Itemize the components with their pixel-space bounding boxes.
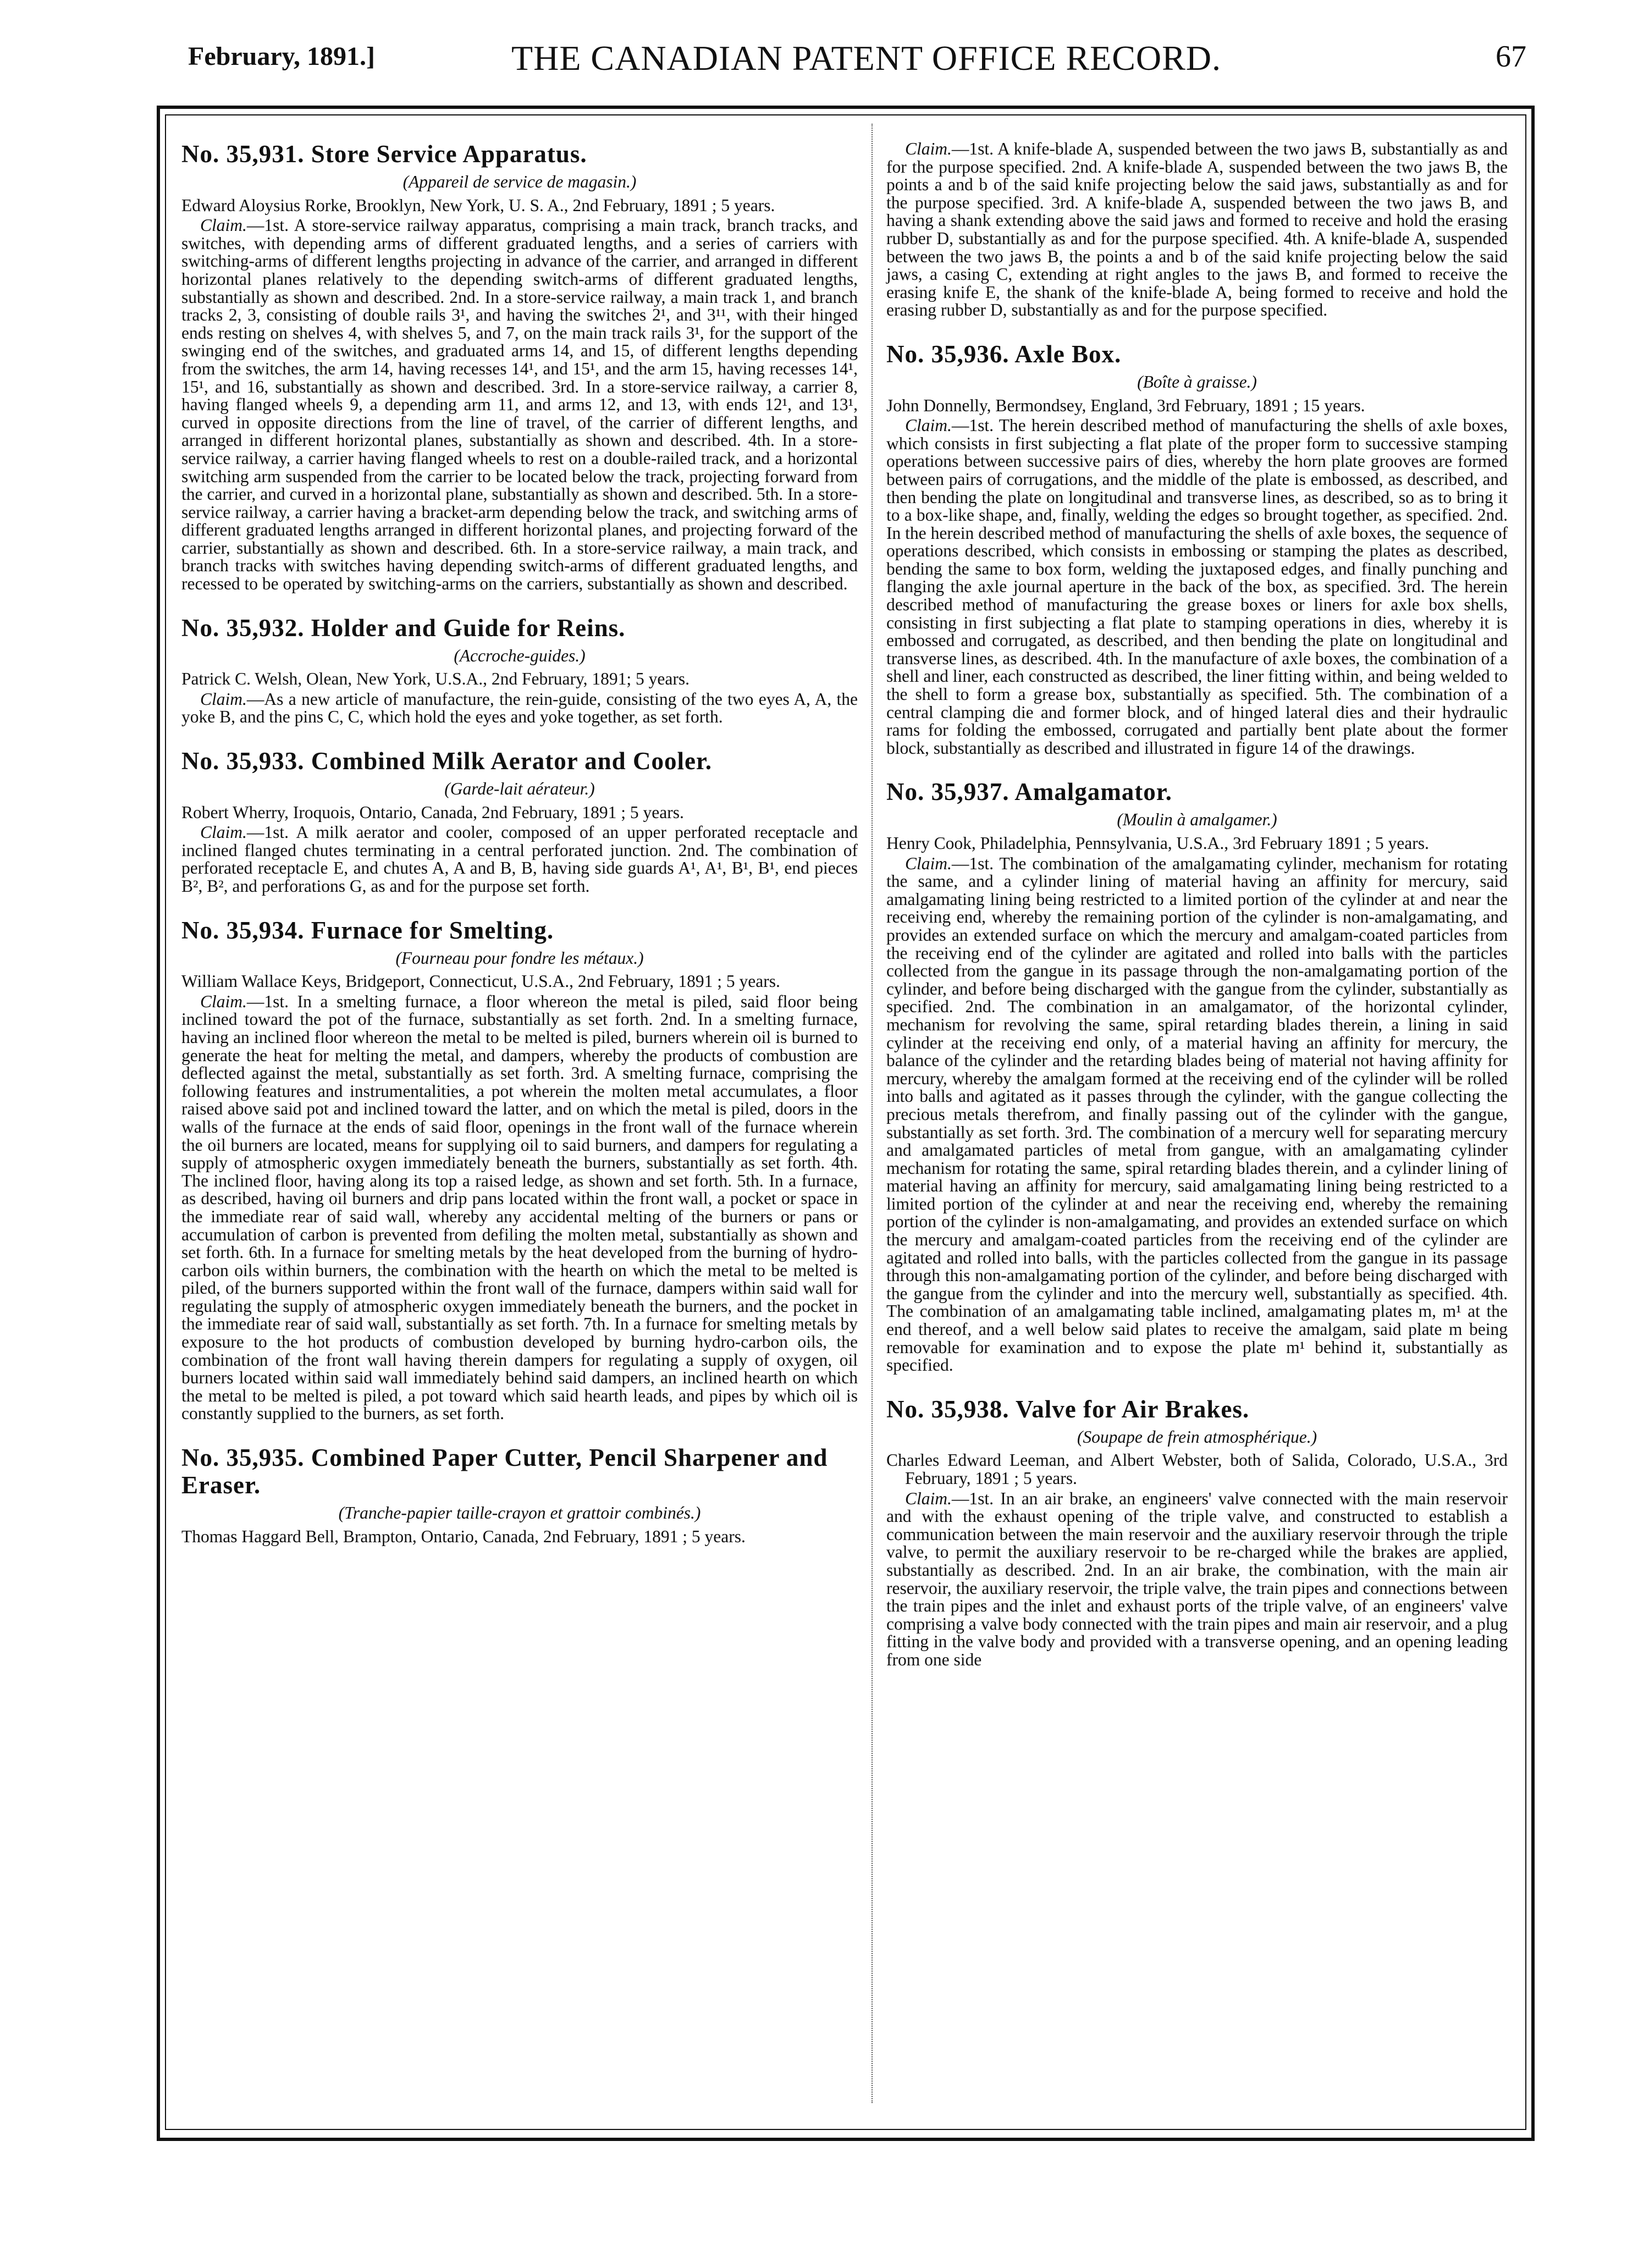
patent-french-title: (Accroche-guides.) xyxy=(454,645,586,665)
patent-heading xyxy=(886,1395,1508,1423)
patent-number: No. 35,935. xyxy=(181,1444,305,1472)
patent-title: Amalgamator. xyxy=(1014,778,1172,806)
patent-claim xyxy=(886,140,1508,319)
patent-number: No. 35,937. xyxy=(886,778,1010,806)
patent-entry xyxy=(181,140,858,593)
claim-label: Claim. xyxy=(200,823,247,842)
patent-french-title: (Moulin à amalgamer.) xyxy=(1117,810,1277,830)
patent-claim xyxy=(181,824,858,895)
patent-inventor: Thomas Haggard Bell, Brampton, Ontario, Canada, 2nd February, 1891 ; 5 years. xyxy=(181,1526,746,1546)
patent-title: Furnace for Smelting. xyxy=(311,916,554,944)
patent-claim xyxy=(181,217,858,593)
patent-inventor: Edward Aloysius Rorke, Brooklyn, New York, U. S. A., 2nd February, 1891 ; 5 years. xyxy=(181,195,775,215)
patent-number: No. 35,933. xyxy=(181,747,305,775)
page-header xyxy=(0,38,1638,85)
patent-title: Combined Milk Aerator and Cooler. xyxy=(311,747,713,775)
claim-label: Claim. xyxy=(200,991,247,1011)
patent-heading xyxy=(181,140,858,168)
patent-heading xyxy=(181,1444,858,1499)
patent-title: Holder and Guide for Reins. xyxy=(311,614,626,642)
patent-heading xyxy=(181,917,858,944)
patent-entry xyxy=(181,917,858,1423)
patent-claim xyxy=(181,993,858,1423)
patent-number: No. 35,936. xyxy=(886,340,1010,368)
claim-text: —1st. A milk aerator and cooler, composed of an upper perforated receptacle and inclined flanged chutes terminating in a central perforated junction. 2nd. The combination of perforated receptacle E, and chutes A, A and B, B, having side guards A¹, A¹, B¹, B¹, end pieces B², B², and perforations G, as and for the purpose set forth. xyxy=(181,823,858,896)
claim-label: Claim. xyxy=(905,139,952,158)
header-title: THE CANADIAN PATENT OFFICE RECORD. xyxy=(511,38,1221,78)
patent-claim xyxy=(886,855,1508,1375)
claim-text: —1st. In a smelting furnace, a floor whereon the metal is piled, said floor being inclined toward the pot of the furnace, substantially as set forth. 2nd. In a smelting furnace, having an inclined floor whereon the metal to be melted is piled, burners wherein oil is burned to generate the heat for melting the metal, and dampers, whereby the products of combustion are deflected against the metal, substantially as set forth. 3rd. A smelting furnace, comprising the following features and instrumentalities, a pot wherein the molten metal accumulates, a floor raised above said pot and inclined toward the latter, and on which the metal is piled, doors in the walls of the furnace at the ends of said floor, openings in the front wall of the furnace wherein the oil burners are located, means for supplying oil to said burners, and dampers for regulating a supply of atmospheric oxygen immediately beneath the burners, substantially as set forth. 4th. The inclined floor, having along its top a raised ledge, as shown and set forth. 5th. In a furnace, as described, having oil burners and drip pans located within the front wall, a pocket or space in the immediate rear of said wall, whereby any accidental melting of the burners or pans or accumulation of carbon is prevented from defiling the molten metal, substantially as shown and set forth. 6th. In a furnace for smelting metals by the heat developed from the burning of hydro-carbon oils within burners, the combination with the hearth on which the metal to be melted is piled, of the burners supported within the front wall of the furnace, dampers within said wall for regulating the supply of atmospheric oxygen immediately beneath the burners, and the pocket in the immediate rear of said wall, substantially as set forth. 7th. In a furnace for smelting metals by exposure to the hot products of combustion developed by burning hydro-carbon oils, the combination of the front wall having therein dampers for regulating a supply of oxygen, oil burners located within said wall immediately behind said dampers, an inclined hearth on which the metal to be melted is piled, a pot toward which said hearth leads, and pipes by which oil is constantly supplied to the burners, as set forth. xyxy=(181,991,858,1423)
patent-title: Store Service Apparatus. xyxy=(311,140,587,168)
patent-inventor: Patrick C. Welsh, Olean, New York, U.S.A., 2nd February, 1891; 5 years. xyxy=(181,669,690,689)
column-divider xyxy=(872,124,873,2103)
patent-french-title: (Fourneau pour fondre les métaux.) xyxy=(395,948,644,968)
patent-inventor: Henry Cook, Philadelphia, Pennsylvania, U.S.A., 3rd February 1891 ; 5 years. xyxy=(886,834,1429,853)
patent-claim xyxy=(181,691,858,726)
patent-entry xyxy=(181,1444,858,1546)
patent-entry xyxy=(886,340,1508,757)
patent-entry xyxy=(886,140,1508,319)
patent-inventor: William Wallace Keys, Bridgeport, Connecticut, U.S.A., 2nd February, 1891 ; 5 years. xyxy=(181,972,780,991)
patent-heading xyxy=(181,747,858,775)
claim-label: Claim. xyxy=(905,853,952,873)
claim-text: —1st. A knife-blade A, suspended between the two jaws B, substantially as and for the purpose specified. 2nd. A knife-blade A, suspended between the two jaws B, the points a and b of the said knife projecting below the said jaws, substantially as and for the purpose specified. 3rd. A knife-blade A, suspended between the two jaws B, and having a shank extending above the said jaws and formed to receive and hold the erasing rubber D, substantially as and for the purpose specified. 4th. A knife-blade A, suspended between the two jaws B, the points a and b of the said knife projecting below the said jaws, a casing C, extending at right angles to the jaws B, and formed to receive the erasing knife E, the shank of the knife-blade A, being formed to receive and hold the erasing rubber D, substantially as and for the purpose specified. xyxy=(886,139,1508,320)
claim-label: Claim. xyxy=(200,689,247,709)
claim-label: Claim. xyxy=(905,416,952,435)
patent-inventor: Charles Edward Leeman, and Albert Webster, both of Salida, Colorado, U.S.A., 3rd February, 1891 ; 5 years. xyxy=(886,1450,1508,1488)
patent-claim xyxy=(886,417,1508,757)
claim-text: —1st. In an air brake, an engineers' valve connected with the main reservoir and with the exhaust opening of the triple valve, and constructed to establish a communication between the main reservoir and the auxiliary reservoir through the triple valve, to permit the auxiliary reservoir to be re-charged while the brakes are applied, substantially as described. 2nd. In an air brake, the combination, with the main air reservoir, the auxiliary reservoir, the triple valve, the train pipes and connections between the train pipes and the inlet and exhaust ports of the triple valve, of an engineers' valve comprising a valve body connected with the train pipes and main air reservoir, and a plug fitting in the valve body and provided with a transverse opening, and an opening leading from one side xyxy=(886,1488,1508,1669)
patent-number: No. 35,934. xyxy=(181,916,305,944)
page-number: 67 xyxy=(1496,40,1526,74)
patent-heading xyxy=(886,778,1508,805)
claim-text: —1st. The combination of the amalgamating cylinder, mechanism for rotating the same, and a cylinder lining of material having an affinity for mercury, said amalgamating lining being restricted to a limited portion of the cylinder at and near the receiving end, whereby the remaining portion of the cylinder is non-amalgamating, and provides an extended surface on which the mercury and amalgam-coated particles from the receiving end of the cylinder are agitated and rolled into balls with the particles collected from the gangue in its passage through the non-amalgamating portion of the cylinder, and before being discharged with the gangue from the cylinder, substantially as specified. 2nd. The combination in an amalgamator, of the horizontal cylinder, mechanism for revolving the same, spiral retarding blades therein, a lining in said cylinder at the receiving end only, of a material having an affinity for mercury, the balance of the cylinder and the retarding blades being of material not having affinity for mercury, whereby the amalgam formed at the receiving end of the cylinder will be rolled into balls and agitated as it passes through the cylinder, with the gangue collecting the precious metals therefrom, and finally passing out of the cylinder with the gangue, substantially as set forth. 3rd. The combination of a mercury well for separating mercury and amalgamated particles of metal from gangue, with an amalgamating cylinder mechanism for rotating the same, spiral retarding blades therein, and a cylinder lining of material having an affinity for mercury, said amalgamating lining being restricted to a limited portion of the cylinder at and near the receiving end, whereby the remaining portion of the cylinder is non-amalgamating, and provides an extended surface on which the mercury and amalgam-coated particles from the receiving end of the cylinder are agitated and rolled into balls, with the particles collected from the gangue in its passage through this non-amalgamating portion of the cylinder, and before being discharged with the gangue from the cylinder and into the mercury well, substantially as specified. 4th. The combination of an amalgamating table inclined, amalgamating plates m, m¹ at the end thereof, and a well below said plates to receive the amalgam, said plate m being removable for examination and to expose the plate m¹ behind it, substantially as specified. xyxy=(886,853,1508,1375)
patent-french-title: (Soupape de frein atmosphérique.) xyxy=(1077,1427,1317,1447)
left-column xyxy=(181,140,858,1566)
claim-text: —As a new article of manufacture, the rein-guide, consisting of the two eyes A, A, the yoke B, and the pins C, C, which hold the eyes and yoke together, as set forth. xyxy=(181,689,858,727)
patent-french-title: (Garde-lait aérateur.) xyxy=(444,779,595,799)
patent-entry xyxy=(181,747,858,896)
right-column xyxy=(886,140,1508,1690)
patent-inventor: Robert Wherry, Iroquois, Ontario, Canada, 2nd February, 1891 ; 5 years. xyxy=(181,802,684,822)
patent-french-title: (Appareil de service de magasin.) xyxy=(402,172,637,191)
patent-french-title: (Tranche-papier taille-crayon et grattoir combinés.) xyxy=(338,1503,701,1523)
patent-title: Axle Box. xyxy=(1014,340,1122,368)
patent-number: No. 35,931. xyxy=(181,140,305,168)
patent-french-title: (Boîte à graisse.) xyxy=(1137,372,1257,391)
patent-inventor: John Donnelly, Bermondsey, England, 3rd February, 1891 ; 15 years. xyxy=(886,395,1365,415)
patent-claim xyxy=(886,1490,1508,1669)
claim-text: —1st. A store-service railway apparatus, comprising a main track, branch tracks, and switches, with depending arms of different graduated lengths, and a series of carriers with switching-arms of different lengths projecting in advance of the carrier, and arranged in different horizontal planes relatively to the depending switch-arms of different graduated lengths, substantially as shown and described. 2nd. In a store-service railway, a main track 1, and branch tracks 2, 3, consisting of double rails 3¹, and having the switches 2¹, and 3¹¹, with their hinged ends resting on shelves 4, with shelves 5, and 7, on the main track rails 3¹, for the support of the swinging end of the switches, and graduated arms 14, and 15, of different lengths depending from the switches, the arm 14, having recesses 14¹, and 15¹, and the arm 15, having recesses 14¹, 15¹, and 16, substantially as shown and described. 3rd. In a store-service railway, a carrier 8, having flanged wheels 9, a depending arm 11, and arms 12, and 13, with ends 12¹, and 13¹, curved in opposite directions from the line of travel, of the carrier of different lengths, and arranged in different horizontal planes, substantially as shown and described. 4th. In a store-service railway, a carrier having flanged wheels to rest on a double-railed track, and a horizontal switching arm suspended from the carrier to be located below the track, projecting forward from the carrier, and curved in a horizontal plane, substantially as shown and described. 5th. In a store-service railway, a carrier having a bracket-arm depending below the track, and switching arms of different graduated lengths arranged in different horizontal planes, and projecting forward of the carrier, substantially as shown and described. 6th. In a store-service railway, a main track, and branch tracks with switches having depending switch-arms of different graduated lengths, and recessed to be operated by switching-arms on the carriers, substantially as shown and described. xyxy=(181,216,858,594)
claim-label: Claim. xyxy=(905,1488,952,1508)
patent-entry xyxy=(886,778,1508,1374)
patent-number: No. 35,932. xyxy=(181,614,305,642)
patent-entry xyxy=(886,1395,1508,1669)
patent-title: Valve for Air Brakes. xyxy=(1015,1395,1250,1423)
patent-heading xyxy=(181,614,858,642)
patent-title: Combined Paper Cutter, Pencil Sharpener and Eraser. xyxy=(181,1444,828,1499)
claim-label: Claim. xyxy=(200,216,247,235)
claim-text: —1st. The herein described method of manufacturing the shells of axle boxes, which consists in first subjecting a flat plate of the proper form to successive stamping operations between successive pairs of dies, whereby the horn plate grooves are formed between pairs of corrugations, and the middle of the plate is embossed, as described, and then bending the plate on longitudinal and transverse lines, as described, so as to bring it to a box-like shape, and, finally, welding the edges so brought together, as specified. 2nd. In the herein described method of manufacturing the shells of axle boxes, the sequence of operations described, which consists in embossing or stamping the plates as described, bending the same to box form, welding the juxtaposed edges, and finally punching and flanging the axle journal aperture in the back of the box, as specified. 3rd. The herein described method of manufacturing the grease boxes or liners for axle box shells, consisting in first subjecting a flat plate to stamping operations in dies, whereby it is embossed and corrugated, as described, and then bending the plate on longitudinal and transverse lines, as described. 4th. In the manufacture of axle boxes, the combination of a shell and liner, each constructed as described, the liner fitting within, and being welded to the shell to form a grease box, substantially as specified. 5th. The combination of a central clamping die and former block, and of hinged lateral dies and their hydraulic rams for folding the embossed, corrugated and partially bent plate about the former block, substantially as described and illustrated in figure 14 of the drawings. xyxy=(886,416,1508,758)
header-date: February, 1891.] xyxy=(188,42,375,71)
patent-entry xyxy=(181,614,858,726)
patent-heading xyxy=(886,340,1508,368)
patent-number: No. 35,938. xyxy=(886,1395,1010,1423)
